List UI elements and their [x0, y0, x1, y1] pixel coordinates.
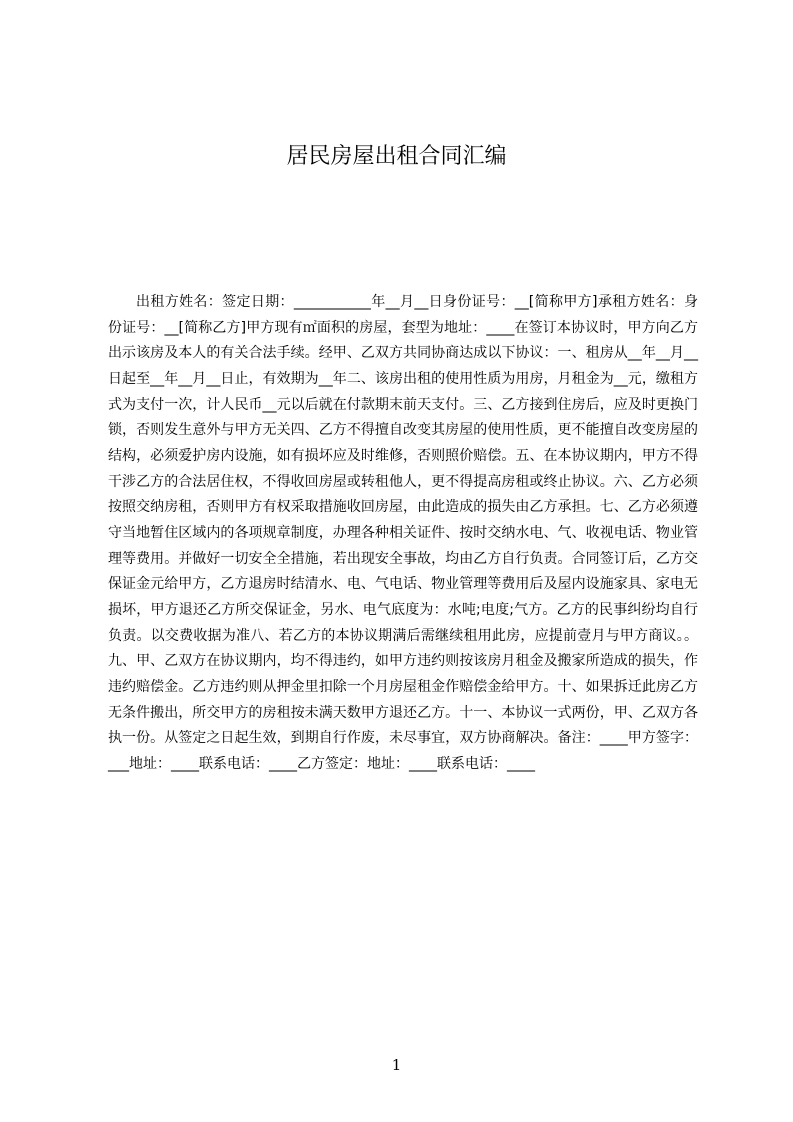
document-title: 居民房屋出租合同汇编	[286, 144, 507, 169]
contract-body-text: 出租方姓名：签定日期：___________年__月__日身份证号：__[简称甲方]承租方姓名：身份证号：__[简称乙方]甲方现有㎡面积的房屋，套型为地址：____在签订本协议时，甲方向乙方出示该房及本人的有关合法手续。经甲、乙双方共同协商达成以下协议：一、租房从__年__月__日起至__年__月__日止，有效期为__年二、该房出租的使用性质为用房，月租金为__元，缴租方式为支付一次，计人民币__元以后就在付款期末前天支付。三、乙方接到住房后，应及时更换门锁，否则发生意外与甲方无关四、乙方不得擅自改变其房屋的使用性质，更不能擅自改变房屋的结构，必须爱护房内设施，如有损坏应及时维修，否则照价赔偿。五、在本协议期内，甲方不得干涉乙方的合法居住权，不得收回房屋或转租他人，更不得提高房租或终止协议。六、乙方必须按照交纳房租，否则甲方有权采取措施收回房屋，由此造成的损失由乙方承担。七、乙方必须遵守当地暂住区域内的各项规章制度，办理各种相关证件、按时交纳水电、气、收视电话、物业管理等费用。并做好一切安全全措施，若出现安全事故，均由乙方自行负责。合同签订后，乙方交保证金元给甲方，乙方退房时结清水、电、气电话、物业管理等费用后及屋内设施家具、家电无损坏，甲方退还乙方所交保证金，另水、电气底度为：水吨;电度;气方。乙方的民事纠纷均自行负责。以交费收据为准八、若乙方的本协议期满后需继续租用此房，应提前壹月与甲方商议。。九、甲、乙双方在协议期内，均不得违约，如甲方违约则按该房月租金及搬家所造成的损失，作违约赔偿金。乙方违约则从押金里扣除一个月房屋租金作赔偿金给甲方。十、如果拆迁此房乙方无条件搬出，所交甲方的房租按未满天数甲方退还乙方。十一、本协议一式两份，甲、乙双方各执一份。从签定之日起生效，到期自行作废，未尽事宜，双方协商解决。备注：____甲方签字：___地址：____联系电话：____乙方签定：地址：____联系电话：____	[108, 294, 698, 772]
page-number: 1	[391, 1056, 402, 1074]
